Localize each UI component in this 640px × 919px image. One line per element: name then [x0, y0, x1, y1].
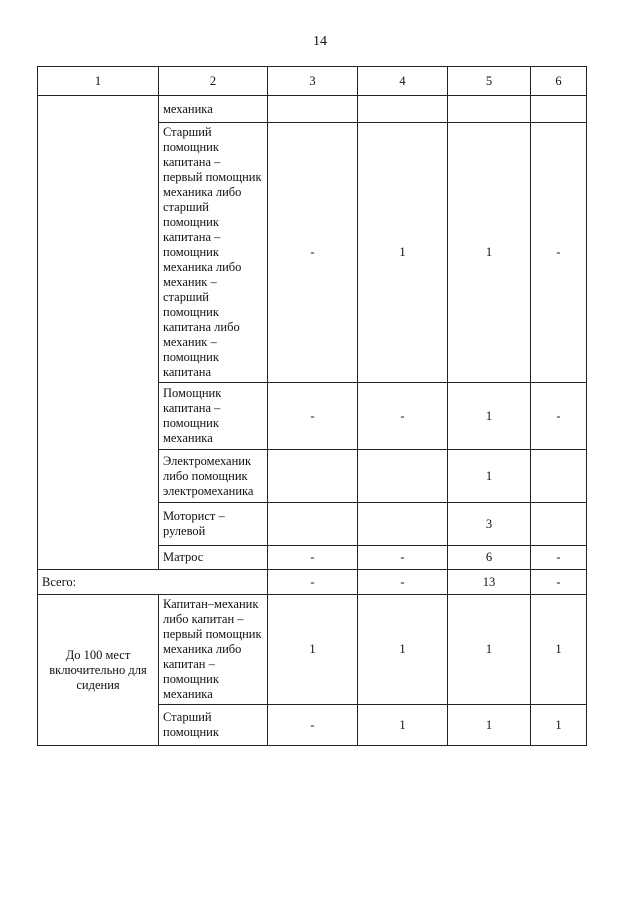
col4-cell: [358, 96, 448, 123]
col4-cell: -: [358, 546, 448, 570]
position-cell: механика: [159, 96, 268, 123]
col6-cell: 1: [531, 595, 587, 705]
seat-category-cell: [38, 96, 159, 570]
total-label: Всего:: [38, 570, 268, 595]
col4-cell: 1: [358, 705, 448, 746]
position-cell: Старший помощник капитана – первый помощник механика либо старший помощник капитана – помощник механика либо механик – старший помощник капитана либо механик – помощник капитана: [159, 123, 268, 383]
header-row: [38, 67, 587, 96]
position-cell: Электромеханик либо помощник электромеханика: [159, 450, 268, 503]
table-row: [38, 96, 587, 123]
col3-cell: [268, 503, 358, 546]
col6-cell: [531, 450, 587, 503]
col4-cell: 1: [358, 595, 448, 705]
page-number: 14: [313, 34, 327, 49]
col5-cell: 1: [448, 705, 531, 746]
position-cell: Матрос: [159, 546, 268, 570]
total-row: [38, 570, 587, 595]
total-col5: 13: [448, 570, 531, 595]
total-col3: -: [268, 570, 358, 595]
col4-cell: [358, 450, 448, 503]
col3-cell: [268, 96, 358, 123]
position-cell: Старший помощник: [159, 705, 268, 746]
col3-cell: 1: [268, 595, 358, 705]
col5-cell: 1: [448, 450, 531, 503]
header-col-4: 4: [358, 67, 448, 96]
total-col6: -: [531, 570, 587, 595]
col5-cell: 6: [448, 546, 531, 570]
col6-cell: -: [531, 546, 587, 570]
seat-category-cell: До 100 мест включительно для сидения: [38, 595, 159, 746]
col4-cell: -: [358, 383, 448, 450]
col5-cell: [448, 96, 531, 123]
position-cell: Моторист – рулевой: [159, 503, 268, 546]
col5-cell: 3: [448, 503, 531, 546]
col6-cell: [531, 503, 587, 546]
col5-cell: 1: [448, 595, 531, 705]
col3-cell: -: [268, 123, 358, 383]
position-cell: Капитан–механик либо капитан – первый помощник механика либо капитан – помощник механика: [159, 595, 268, 705]
col3-cell: -: [268, 705, 358, 746]
col5-cell: 1: [448, 383, 531, 450]
header-col-5: 5: [448, 67, 531, 96]
col6-cell: 1: [531, 705, 587, 746]
col6-cell: [531, 96, 587, 123]
col3-cell: [268, 450, 358, 503]
col4-cell: 1: [358, 123, 448, 383]
total-col4: -: [358, 570, 448, 595]
position-cell: Помощник капитана – помощник механика: [159, 383, 268, 450]
col3-cell: -: [268, 383, 358, 450]
header-col-1: 1: [38, 67, 159, 96]
crew-table: [37, 66, 587, 746]
header-col-6: 6: [531, 67, 587, 96]
table-row: [38, 595, 587, 705]
col3-cell: -: [268, 546, 358, 570]
col5-cell: 1: [448, 123, 531, 383]
col6-cell: -: [531, 123, 587, 383]
header-col-3: 3: [268, 67, 358, 96]
col4-cell: [358, 503, 448, 546]
col6-cell: -: [531, 383, 587, 450]
header-col-2: 2: [159, 67, 268, 96]
